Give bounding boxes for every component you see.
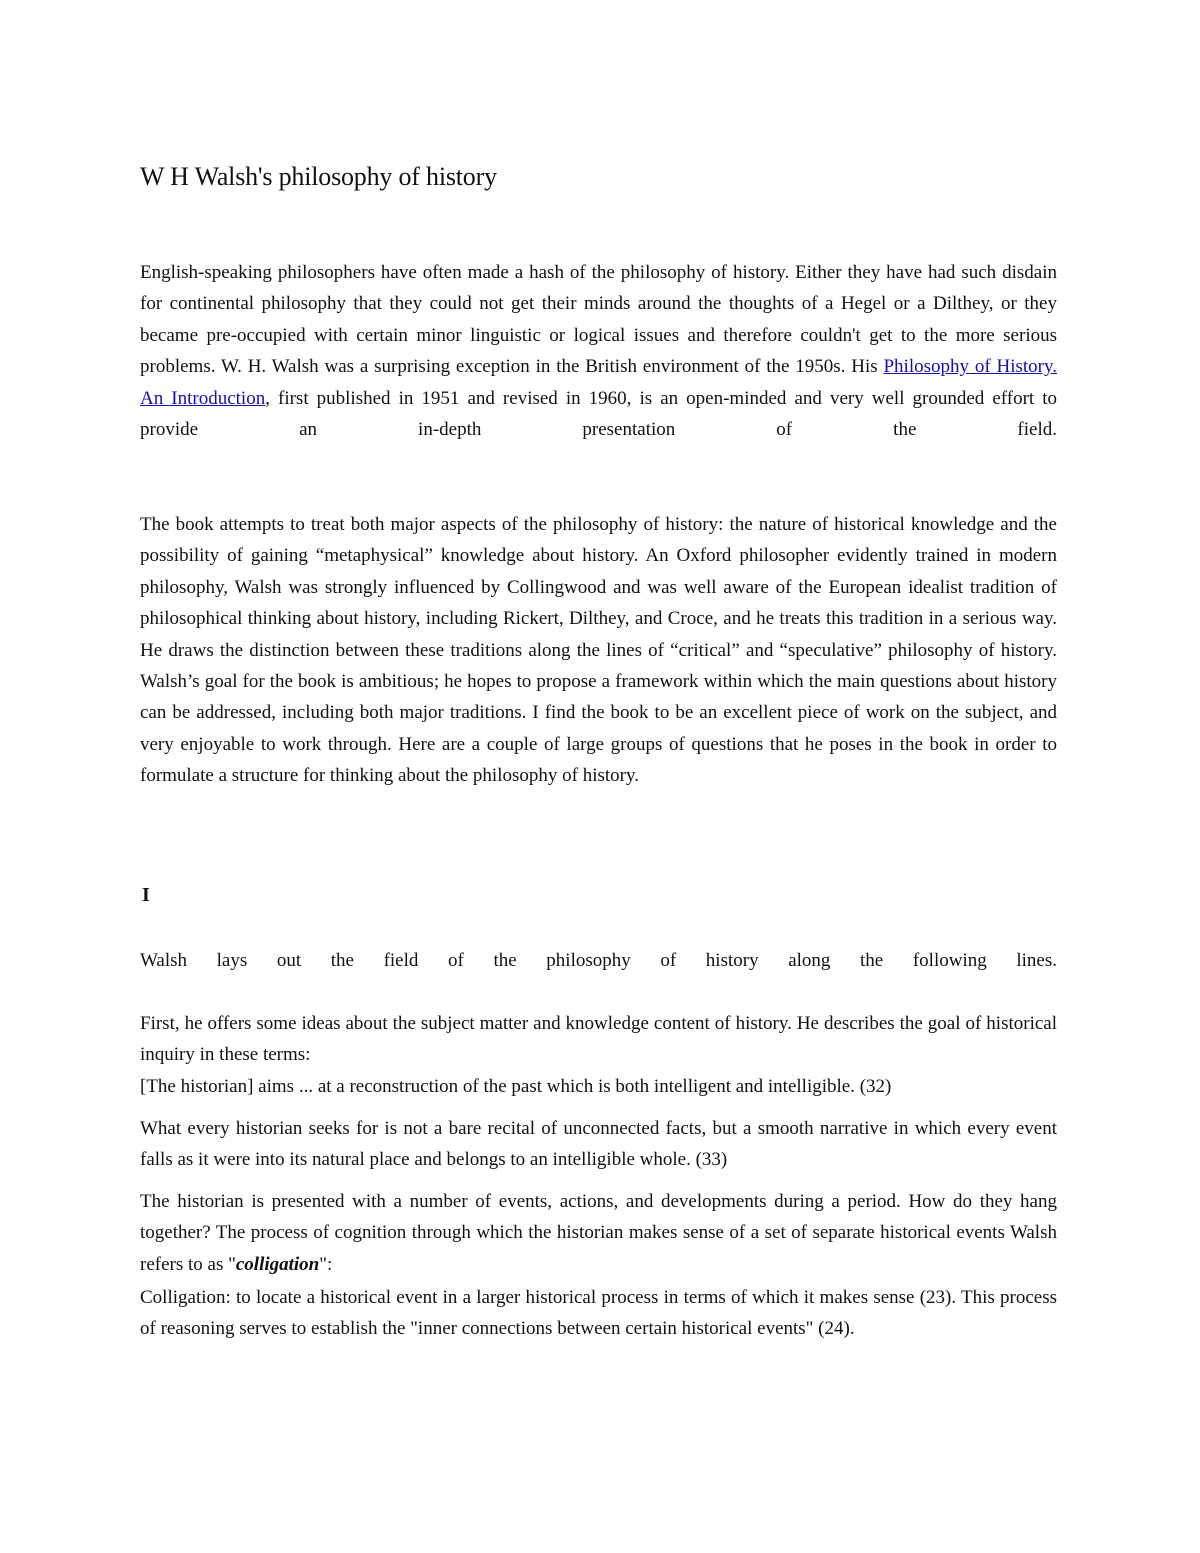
narrative-quote-paragraph: What every historian seeks for is not a bare recital of unconnected facts, but a smooth narrative in which every event falls as it were into its natural place and belongs to an intelligible whole. (33): [140, 1118, 1057, 1171]
colligation-definition-paragraph: Colligation: to locate a historical event in a larger historical process in terms of which it makes sense (23). This process of reasoning serves to establish the "inner connections between certain historical events" (24).: [140, 1287, 1057, 1340]
colligation-term: colligation: [235, 1253, 320, 1275]
field-outline-paragraph: Walsh lays out the field of the philosophy of history along the following lines.: [140, 950, 1057, 971]
document-title: W H Walsh's philosophy of history: [140, 162, 497, 191]
intro-text-before-link: English-speaking philosophers have often made a hash of the philosophy of history. Either they have had such disdain for continental philosophy that they could not get their minds around the thoughts of a Hegel or a Dilthey, or they became pre-occupied with certain minor linguistic or logical issues and therefore couldn't get to the more serious problems. W. H. Walsh was a surprising exception in the British environment of the 1950s. His: [140, 262, 1057, 378]
book-title-link[interactable]: Philosophy of History. An Introduction: [140, 356, 1057, 409]
intro-paragraph: [140, 257, 1057, 445]
colligation-text-after-term: ":: [319, 1253, 333, 1275]
colligation-text-before-term: The historian is presented with a number of events, actions, and developments during a period. How do they hang together? The process of cognition through which the historian makes sense of a set of separate historical events Walsh refers to as ": [140, 1191, 1057, 1275]
intro-text-after-link: , first published in 1951 and revised in 1960, is an open-minded and very well grounded effort to provide an in-depth presentation of the field.: [140, 387, 1057, 441]
section-heading: I: [142, 884, 150, 906]
subject-matter-paragraph: First, he offers some ideas about the subject matter and knowledge content of history. He describes the goal of historical inquiry in these terms:: [140, 1013, 1057, 1066]
quote-paragraph: [The historian] aims ... at a reconstruction of the past which is both intelligent and intelligible. (32): [140, 1076, 892, 1097]
book-overview-paragraph: The book attempts to treat both major aspects of the philosophy of history: the nature of historical knowledge and the possibility of gaining “metaphysical” knowledge about history. An Oxford philosopher evidently trained in modern philosophy, Walsh was strongly influenced by Collingwood and was well aware of the European idealist tradition of philosophical thinking about history, including Rickert, Dilthey, and Croce, and he treats this tradition in a serious way. He draws the distinction between these traditions along the lines of “critical” and “speculative” philosophy of history. Walsh’s goal for the book is ambitious; he hopes to propose a framework within which the main questions about history can be addressed, including both major traditions. I find the book to be an excellent piece of work on the subject, and very enjoyable to work through. Here are a couple of large groups of questions that he poses in the book in order to formulate a structure for thinking about the philosophy of history.: [140, 514, 1057, 787]
colligation-intro-paragraph: [140, 1186, 1057, 1280]
